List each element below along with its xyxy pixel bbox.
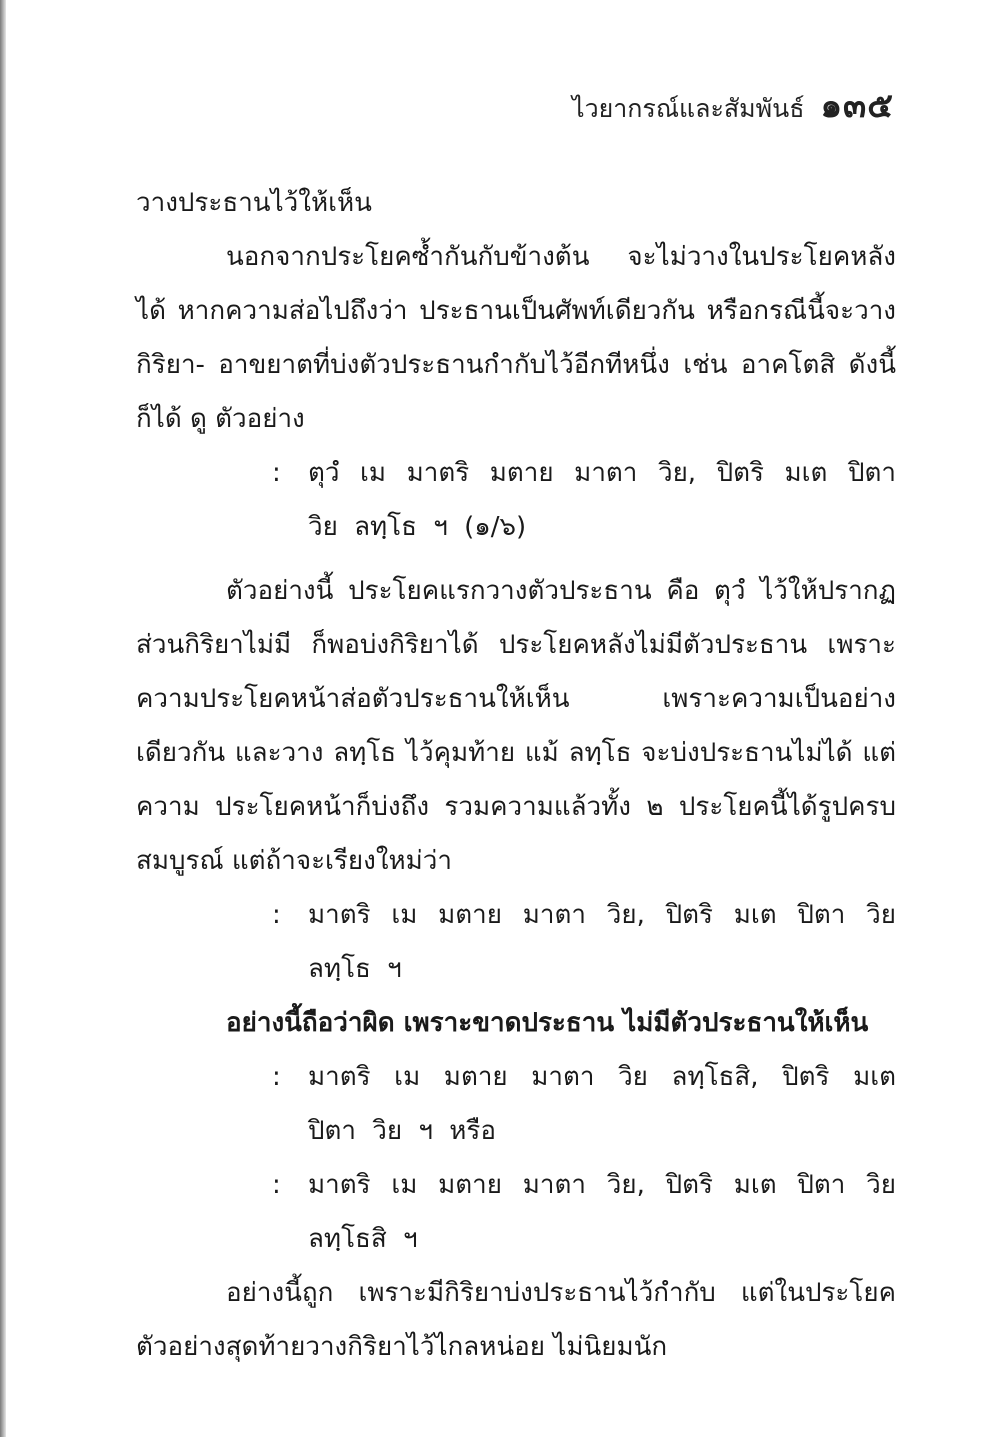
example-4-text: มาตริ เม มตาย มาตา วิย, ปิตริ มเต ปิตา วิย ลทฺโธสิ ฯ xyxy=(308,1170,896,1254)
paragraph-1: นอกจากประโยคซ้ำกันกับข้างต้น จะไม่วางในประโยคหลังได้ หากความส่อไปถึงว่า ประธานเป็นศัพท์เดียวกัน หรือกรณีนี้จะวางกิริยา- อาขยาตที่บ่งตัวประธานกำกับไว้อีกทีหนึ่ง เช่น อาคโตสิ ดังนี้ก็ได้ ดู ตัวอย่าง xyxy=(136,242,896,434)
example-1-colon: : xyxy=(272,458,281,488)
running-title: ไวยากรณ์และสัมพันธ์ xyxy=(572,94,805,123)
example-2 xyxy=(136,888,896,996)
page-edge-shadow xyxy=(0,0,6,1437)
paragraph-3: อย่างนี้ถูก เพราะมีกิริยาบ่งประธานไว้กำกับ แต่ในประโยค ตัวอย่างสุดท้ายวางกิริยาไว้ไกลหน่อย ไม่นิยมนัก xyxy=(136,1278,896,1362)
example-3-text: มาตริ เม มตาย มาตา วิย ลทฺโธสิ, ปิตริ มเต ปิตา วิย ฯ หรือ xyxy=(308,1062,896,1146)
page-body xyxy=(136,176,896,1374)
example-4 xyxy=(136,1158,896,1266)
running-header xyxy=(572,78,894,132)
example-2-text: มาตริ เม มตาย มาตา วิย, ปิตริ มเต ปิตา วิย ลทฺโธ ฯ xyxy=(308,900,896,984)
bold-statement: อย่างนี้ถือว่าผิด เพราะขาดประธาน ไม่มีตัวประธานให้เห็น xyxy=(226,1008,869,1038)
example-2-colon: : xyxy=(272,900,281,930)
page-number: ๑๓๕ xyxy=(820,86,894,126)
example-1-text: ตุวํ เม มาตริ มตาย มาตา วิย, ปิตริ มเต ปิตา วิย ลทฺโธ ฯ (๑/๖) xyxy=(308,458,896,542)
continuation-line: วางประธานไว้ให้เห็น xyxy=(136,188,372,218)
example-3-colon: : xyxy=(272,1062,281,1092)
example-3 xyxy=(136,1050,896,1158)
example-1 xyxy=(136,446,896,554)
paragraph-2: ตัวอย่างนี้ ประโยคแรกวางตัวประธาน คือ ตุวํ ไว้ให้ปรากฏ ส่วนกิริยาไม่มี ก็พอบ่งกิริยาได้ ประโยคหลังไม่มีตัวประธาน เพราะ ความประโยคหน้าส่อตัวประธานให้เห็น เพราะความเป็นอย่างเดียวกัน และวาง ลทฺโธ ไว้คุมท้าย แม้ ลทฺโธ จะบ่งประธานไม่ได้ แต่ความ ประโยคหน้าก็บ่งถึง รวมความแล้วทั้ง ๒ ประโยคนี้ได้รูปครบสมบูรณ์ แต่ถ้าจะเรียงใหม่ว่า xyxy=(136,576,896,876)
example-4-colon: : xyxy=(272,1170,281,1200)
